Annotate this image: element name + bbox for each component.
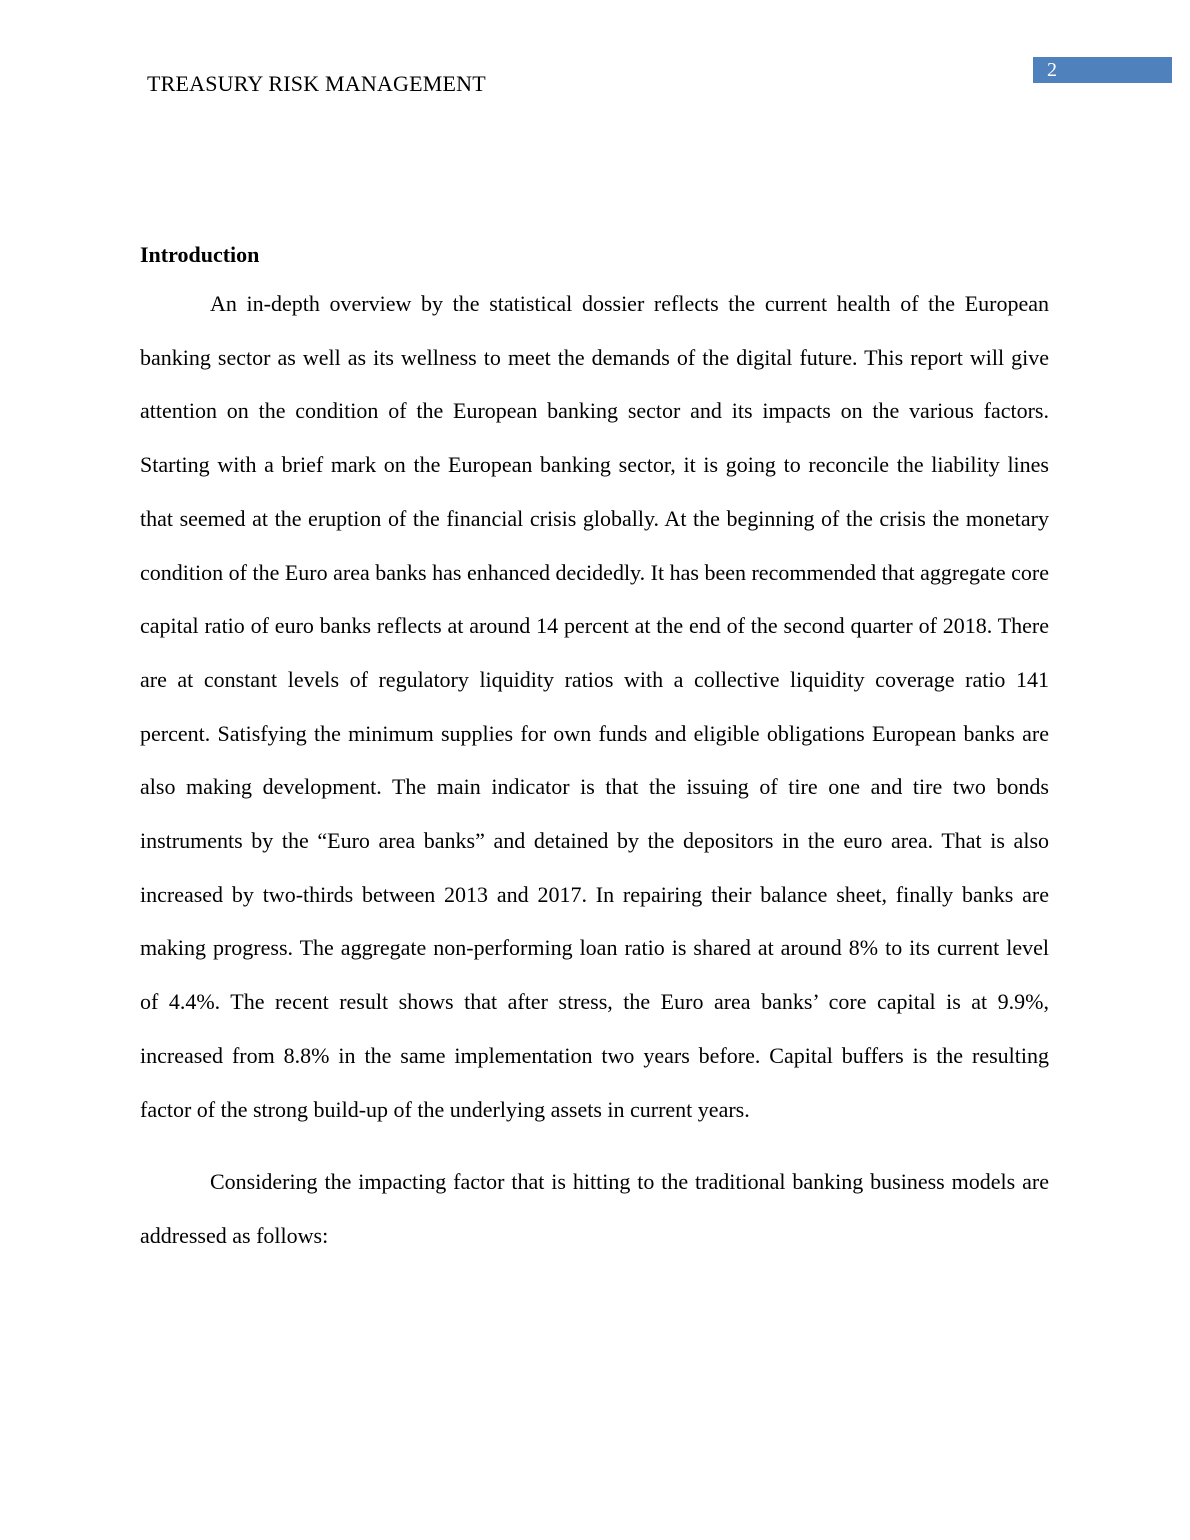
section-heading: Introduction [140, 242, 260, 267]
document-body [140, 238, 1049, 1263]
page-number: 2 [1047, 59, 1057, 81]
page-number-box [1033, 57, 1172, 83]
body-paragraph-2: Considering the impacting factor that is hitting to the traditional banking business models are addressed as follows: [140, 1169, 1049, 1248]
body-paragraph-1: An in-depth overview by the statistical dossier reflects the current health of the European banking sector as well as its wellness to meet the demands of the digital future. This report will give attention on the condition of the European banking sector and its impacts on the various factors. Starting with a brief mark on the European banking sector, it is going to reconcile the liability lines that seemed at the eruption of the financial crisis globally. At the beginning of the crisis the monetary condition of the Euro area banks has enhanced decidedly. It has been recommended that aggregate core capital ratio of euro banks reflects at around 14 percent at the end of the second quarter of 2018. There are at constant levels of regulatory liquidity ratios with a collective liquidity coverage ratio 141 percent. Satisfying the minimum supplies for own funds and eligible obligations European banks are also making development. The main indicator is that the issuing of tire one and tire two bonds instruments by the “Euro area banks” and detained by the depositors in the euro area. That is also increased by two-thirds between 2013 and 2017. In repairing their balance sheet, finally banks are making progress. The aggregate non-performing loan ratio is shared at around 8% to its current level of 4.4%. The recent result shows that after stress, the Euro area banks’ core capital is at 9.9%, increased from 8.8% in the same implementation two years before. Capital buffers is the resulting factor of the strong build-up of the underlying assets in current years. [140, 291, 1049, 1122]
running-head-title: TREASURY RISK MANAGEMENT [147, 71, 486, 96]
